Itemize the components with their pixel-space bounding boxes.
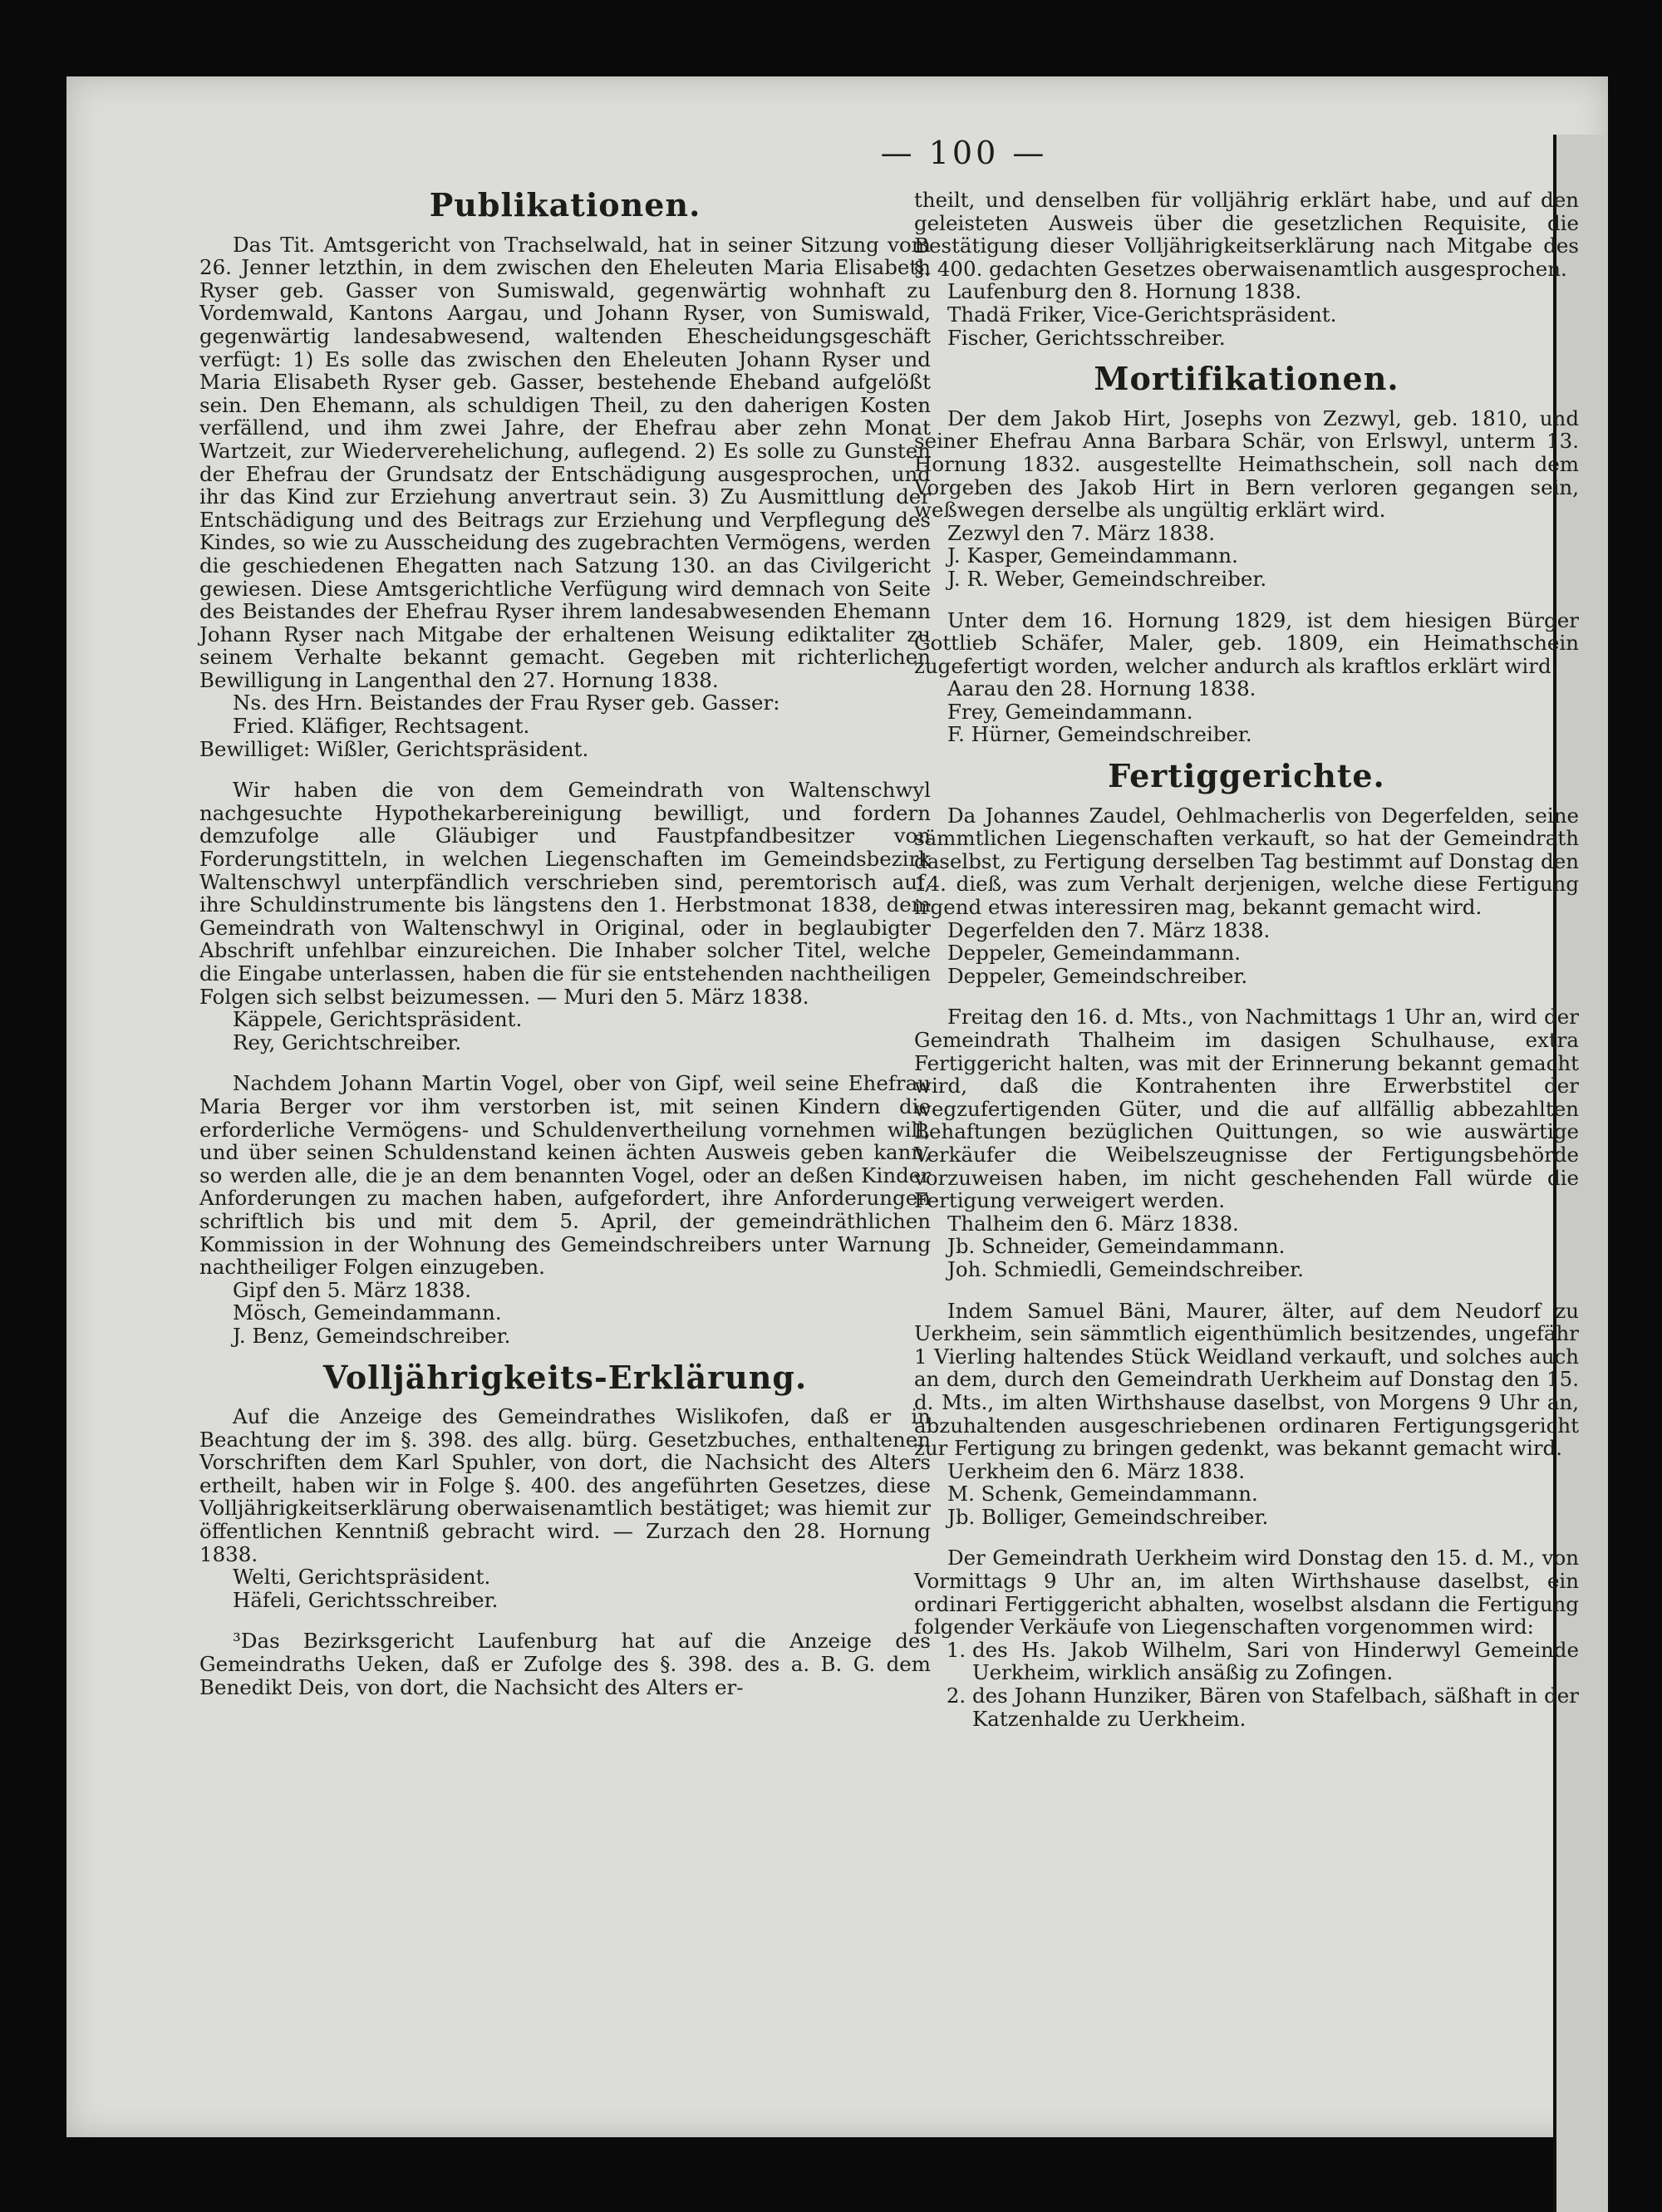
notice-signature: Deppeler, Gemeindammann. [947,941,1242,966]
list-item: 1. des Hs. Jakob Wilhelm, Sari von Hinderwyl Gemeinde Uerkheim, wirklich ansäßig zu Zofingen. [972,1639,1579,1684]
notice [199,1072,931,1347]
notice-signature: J. Kasper, Gemeindammann. [947,543,1238,568]
notice [914,1005,1579,1281]
notice-text: ³Das Bezirksgericht Laufenburg hat auf die Anzeige des Gemeindraths Ueken, daß er Zufolge des §. 398. des a. B. G. dem Benedikt Deis, von dort, die Nachsicht des Alters er- [199,1629,931,1699]
notice [914,1300,1579,1529]
notice [199,233,931,761]
notice [199,1630,931,1698]
notice-signature: J. Benz, Gemeindschreiber. [233,1323,511,1348]
notice-approval: Bewilliget: Wißler, Gerichtspräsident. [199,736,589,761]
notice-signature: Ns. des Hrn. Beistandes der Frau Ryser geb. Gasser: [233,691,780,715]
notice [199,779,931,1054]
notice-signature: Häfeli, Gerichtsschreiber. [233,1587,499,1612]
notice-signature: F. Hürner, Gemeindschreiber. [947,722,1252,747]
list-item: 2. des Johann Hunziker, Bären von Stafelbach, säßhaft in der Katzenhalde zu Uerkheim. [972,1684,1579,1730]
notice-text: Auf die Anzeige des Gemeindrathes Wislikofen, daß er in Beachtung der im §. 398. des allg. bürg. Gesetzbuches, enthaltenen Vorschriften dem Karl Spuhler, von dort, die Nachsicht des Alters ertheilt, haben wir in Folge §. 400. des angeführten Gesetzes, diese Volljährigkeitserklärung oberwaisenamtlich bestätiget; was hiemit zur öffentlichen Kenntniß gebracht wird. — Zurzach den 28. Hornung 1838. [199,1404,931,1566]
notice [914,407,1579,591]
notice [914,1546,1579,1730]
sale-list [914,1639,1579,1730]
notice-signature: Fried. Kläfiger, Rechtsagent. [233,714,530,739]
notice-date: Laufenburg den 8. Hornung 1838. [947,279,1302,304]
notice-text: Das Tit. Amtsgericht von Trachselwald, hat in seiner Sitzung vom 26. Jenner letzthin, in dem zwischen den Eheleuten Maria Elisabeth Ryser geb. Gasser von Sumiswald, gegenwärtig wohnhaft zu Vordemwald, Kantons Aargau, und Johann Ryser, von Sumiswald, gegenwärtig landesabwesend, waltenden Ehescheidungsgeschäft verfügt: 1) Es solle das zwischen den Eheleuten Johann Ryser und Maria Elisabeth Ryser geb. Gasser, bestehende Eheband aufgelößt sein. Den Ehemann, als schuldigen Theil, zu den daherigen Kosten verfällend, und ihm zwei Jahre, der Ehefrau aber zehn Monat Wartzeit, zur Wiederverehelichung, auflegend. 2) Es solle zu Gunsten der Ehefrau der Grundsatz der Entschädigung ausgesprochen, und ihr das Kind zur Erziehung anvertraut sein. 3) Zu Ausmittlung der Entschädigung und des Beitrags zur Erziehung und Verpflegung des Kindes, so wie zu Ausscheidung des zugebrachten Vermögens, werden die geschiedenen Ehegatten nach Satzung 130. an das Civilgericht gewiesen. Diese Amtsgerichtliche Verfügung wird demnach von Seite des Beistandes der Ehefrau Ryser ihrem landesabwesenden Ehemann Johann Ryser nach Mitgabe der erhaltenen Weisung ediktaliter zu seinem Verhalte bekannt gemacht. Gegeben mit richterlichen Bewilligung in Langenthal den 27. Hornung 1838. [199,232,931,692]
newspaper-page [66,76,1608,2137]
notice-signature: M. Schenk, Gemeindammann. [947,1482,1258,1507]
notice-signature: Thadä Friker, Vice-Gerichtspräsident. [947,302,1337,327]
notice-text: Wir haben die von dem Gemeindrath von Waltenschwyl nachgesuchte Hypothekarbereinigung bewilligt, und fordern demzufolge alle Gläubiger und Faustpfandbesitzer von Forderungstitteln, in welchen Liegenschaften im Gemeindsbezirk Waltenschwyl unterpfändlich verschrieben sind, peremtorisch auf, ihre Schuldinstrumente bis längstens den 1. Herbstmonat 1838, dem Gemeindrath von Waltenschwyl in Original, oder in beglaubigter Abschrift unfehlbar einzureichen. Die Inhaber solcher Titel, welche die Eingabe unterlassen, haben die für sie entstehenden nachtheiligen Folgen sich selbst beizumessen. — Muri den 5. März 1838. [199,778,931,1009]
notice-signature: Käppele, Gerichtspräsident. [233,1007,523,1032]
notice-date: Gipf den 5. März 1838. [233,1277,472,1302]
notice-text: Der Gemeindrath Uerkheim wird Donstag den 15. d. M., von Vormittags 9 Uhr an, im alten Wirthshause daselbst, ein ordinari Fertiggericht abhalten, woselbst alsdann die Fertigung folgender Verkäufe von Liegenschaften vorgenommen wird: [914,1546,1579,1639]
notice-signature: J. R. Weber, Gemeindschreiber. [947,566,1267,591]
notice-signature: Frey, Gemeindammann. [947,699,1193,724]
notice-text: Freitag den 16. d. Mts., von Nachmittags 1 Uhr an, wird der Gemeindrath Thalheim im dasigen Schulhause, extra Fertiggericht halten, was mit der Erinnerung bekannt gemacht wird, daß die Kontrahenten ihre Erwerbstitel der wegzufertigenden Güter, und die auf allfällig abbezahlten Behaftungen bezüglichen Quittungen, so wie auswärtige Verkäufer die Weibelszeugnisse der Fertigungsbehörde vorzuweisen haben, im nicht geschehenden Fall würde die Fertigung verweigert werden. [914,1005,1579,1213]
notice-text: Da Johannes Zaudel, Oehlmacherlis von Degerfelden, seine sämmtlichen Liegenschaften verkauft, so hat der Gemeindrath daselbst, zu Fertigung derselben Tag bestimmt auf Donstag den 14. dieß, was zum Verhalt derjenigen, welche diese Fertigung irgend etwas interessiren mag, bekannt gemacht wird. [914,803,1579,920]
notice-date: Thalheim den 6. März 1838. [947,1211,1239,1236]
notice-signature: Deppeler, Gemeindschreiber. [947,963,1248,988]
notice-signature: Joh. Schmiedli, Gemeindschreiber. [947,1256,1304,1281]
page-number: — 100 — [880,135,1048,171]
notice-signature: Fischer, Gerichtsschreiber. [947,325,1226,350]
notice-text: Unter dem 16. Hornung 1829, ist dem hiesigen Bürger Gottlieb Schäfer, Maler, geb. 1809, ein Heimathschein zugefertigt worden, welcher andurch als kraftlos erklärt wird. [914,607,1579,678]
notice-signature: Jb. Schneider, Gemeindammann. [947,1234,1286,1259]
notice-text-continued: theilt, und denselben für volljährig erklärt habe, und auf den geleisteten Ausweis über die gesetzlichen Requisite, die Bestätigung dieser Volljährigkeitserklärung nach Mitgabe des §. 400. gedachten Gesetzes oberwaisenamtlich ausgesprochen. [914,188,1579,281]
notice-signature: Welti, Gerichtspräsident. [233,1565,491,1590]
section-title-fertiggerichte: Fertiggerichte. [1108,757,1385,795]
notice-text: Nachdem Johann Martin Vogel, ober von Gipf, weil seine Ehefrau Maria Berger vor ihm verstorben ist, mit seinen Kindern die erforderliche Vermögens- und Schuldenvertheilung vornehmen will, und über seinen Schuldenstand keinen ächten Ausweis geben kann, so werden alle, die je an dem benannten Vogel, oder an deßen Kinder Anforderungen zu machen haben, aufgefordert, ihre Anforderungen schriftlich bis und mit dem 5. April, der gemeindräthlichen Kommission in der Wohnung des Gemeindschreibers unter Warnung nachtheiliger Folgen einzugeben. [199,1071,931,1280]
notice [914,609,1579,747]
notice-date: Degerfelden den 7. März 1838. [947,917,1271,942]
right-column [914,189,1579,1748]
notice-text: Indem Samuel Bäni, Maurer, älter, auf dem Neudorf zu Uerkheim, sein sämmtlich eigenthümlich besitzendes, ungefähr 1 Vierling haltendes Stück Weidland verkauft, und solches auch an dem, durch den Gemeindrath Uerkheim auf Donstag den 15. d. Mts., im alten Wirthshause daselbst, von Morgens 9 Uhr an, abzuhaltenden ausgeschriebenen ordinaren Fertigungsgericht zur Fertigung zu bringen gedenkt, was bekannt gemacht wird. [914,1298,1579,1461]
notice-text: Der dem Jakob Hirt, Josephs von Zezwyl, geb. 1810, und seiner Ehefrau Anna Barbara Schär, von Erlswyl, unterm 13. Hornung 1832. ausgestellte Heimathschein, soll nach dem Vorgeben des Jakob Hirt in Bern verloren gegangen sein, weßwegen derselbe als ungültig erklärt wird. [914,406,1579,523]
notice [199,1405,931,1611]
section-title-mortifikationen: Mortifikationen. [1094,360,1399,398]
notice-date: Zezwyl den 7. März 1838. [947,520,1216,545]
notice-signature: Jb. Bolliger, Gemeindschreiber. [947,1504,1269,1529]
notice-date: Uerkheim den 6. März 1838. [947,1458,1245,1483]
notice-signature: Mösch, Gemeindammann. [233,1300,502,1325]
left-column [199,186,931,1717]
section-title-publikationen: Publikationen. [429,186,701,224]
notice [914,189,1579,349]
section-title-volljaehrigkeit: Volljährigkeits-Erklärung. [322,1358,808,1396]
notice-date: Aarau den 28. Hornung 1838. [947,676,1256,701]
notice [914,804,1579,988]
notice-signature: Rey, Gerichtschreiber. [233,1030,462,1054]
